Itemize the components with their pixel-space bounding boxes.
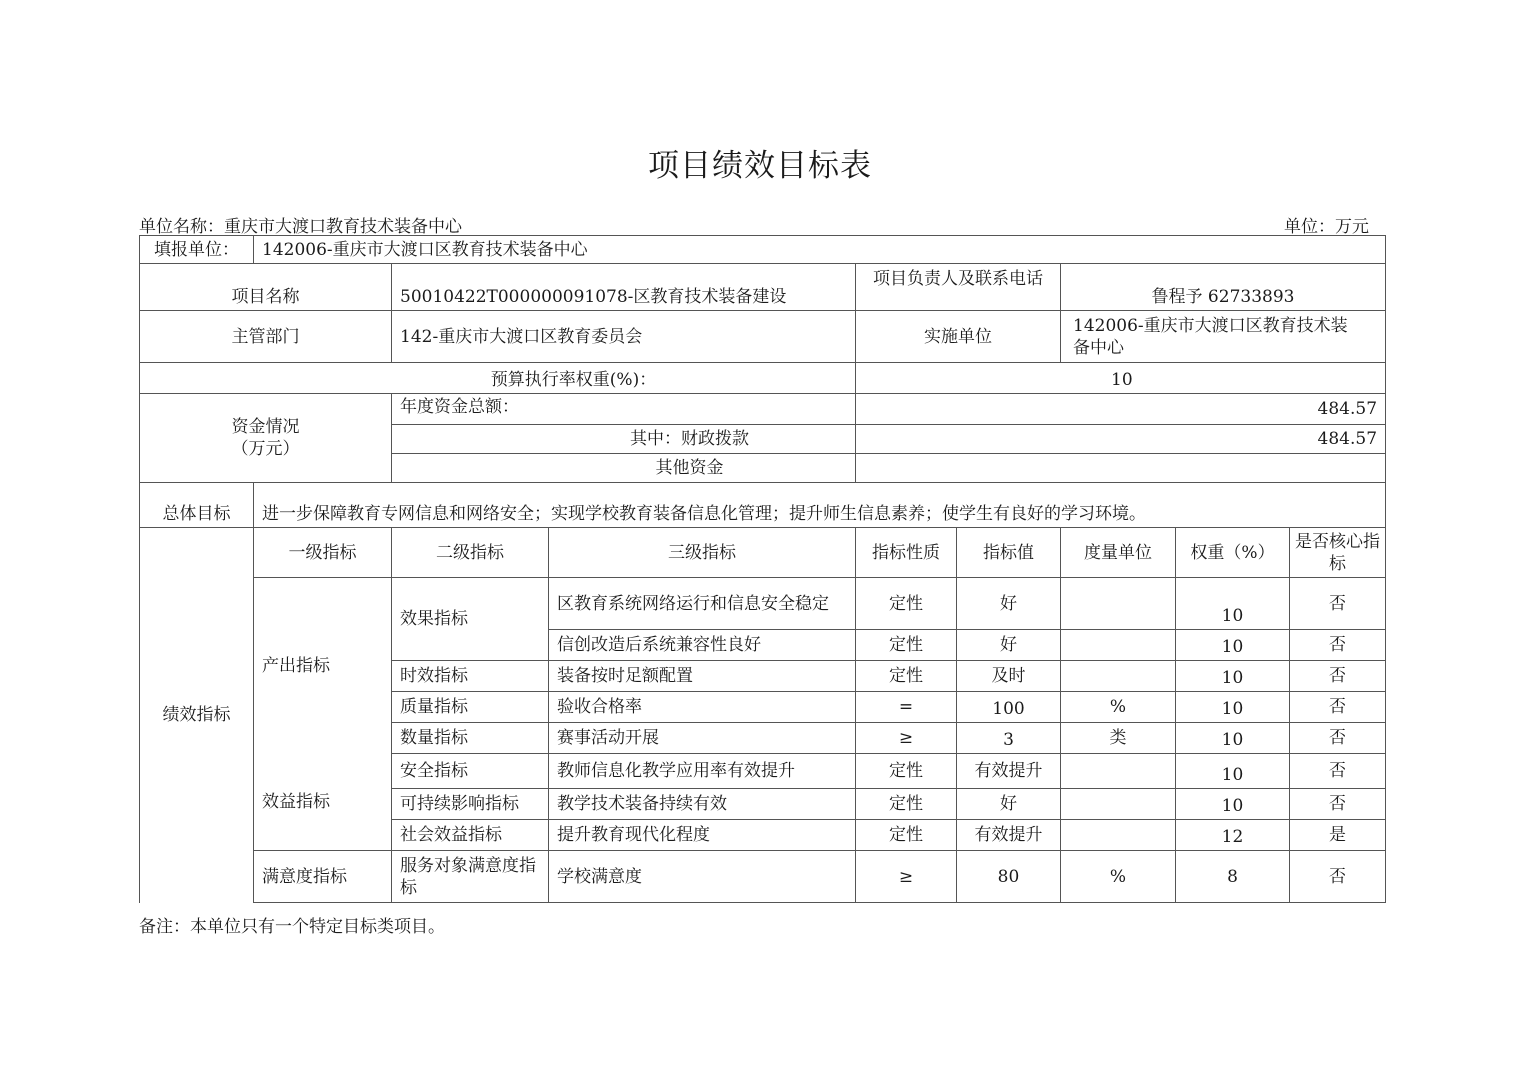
header-nature: 指标性质 [856,528,957,578]
nature-cell: 定性 [856,754,957,789]
core-cell: 否 [1290,723,1386,754]
weight-cell: 12 [1176,820,1290,851]
fiscal-value: 484.57 [856,425,1386,454]
footnote: 备注：本单位只有一个特定目标类项目。 [139,917,445,937]
budget-weight-label: 预算执行率权重(%)： [140,363,856,394]
overall-goal-value: 进一步保障教育专网信息和网络安全；实现学校教育装备信息化管理；提升师生信息素养；使学生有良好的学习环境。 [254,483,1386,528]
level2-cell: 社会效益指标 [392,820,549,851]
unit-cell [1061,754,1176,789]
core-cell: 否 [1290,789,1386,820]
weight-cell: 10 [1176,661,1290,692]
level1-output: 产出指标 [254,578,392,754]
header-core: 是否核心指标 [1290,528,1386,578]
unit-cell [1061,630,1176,661]
funds-label-line2: （万元） [231,439,300,459]
header-value: 指标值 [957,528,1061,578]
nature-cell: 定性 [856,661,957,692]
table-row [140,754,1386,789]
level2-cell: 数量指标 [392,723,549,754]
nature-cell: ≥ [856,851,957,903]
annual-total-label: 年度资金总额： [392,394,856,425]
performance-table [139,235,1386,903]
value-cell: 3 [957,723,1061,754]
page-title: 项目绩效目标表 [648,148,872,184]
indicator-header-row [140,528,1386,578]
value-cell: 好 [957,789,1061,820]
overall-goal-row [140,483,1386,528]
contact-value: 鲁程予 62733893 [1061,264,1386,311]
value-cell: 有效提升 [957,754,1061,789]
department-value: 142-重庆市大渡口区教育委员会 [392,311,856,363]
reporting-unit-value: 142006-重庆市大渡口区教育技术装备中心 [254,236,1386,264]
budget-weight-value: 10 [856,363,1386,394]
level2-cell: 效果指标 [392,578,549,661]
level3-cell: 学校满意度 [549,851,856,903]
level1-benefit: 效益指标 [254,754,392,851]
header-level2: 二级指标 [392,528,549,578]
contact-label: 项目负责人及联系电话 [856,264,1061,311]
core-cell: 否 [1290,851,1386,903]
level3-cell: 信创改造后系统兼容性良好 [549,630,856,661]
funds-label-line1: 资金情况 [231,417,300,437]
unit-cell [1061,820,1176,851]
level2-cell: 时效指标 [392,661,549,692]
core-cell: 否 [1290,754,1386,789]
weight-cell: 10 [1176,754,1290,789]
budget-weight-row [140,363,1386,394]
unit-cell: % [1061,851,1176,903]
project-name-label: 项目名称 [140,264,392,311]
unit-cell: % [1061,692,1176,723]
core-cell: 否 [1290,692,1386,723]
other-funds-value [856,454,1386,483]
level2-cell: 服务对象满意度指标 [392,851,549,903]
other-funds-label: 其他资金 [392,454,856,483]
weight-cell: 10 [1176,723,1290,754]
header-level1: 一级指标 [254,528,392,578]
value-cell: 100 [957,692,1061,723]
value-cell: 有效提升 [957,820,1061,851]
implementing-unit-label: 实施单位 [856,311,1061,363]
unit-name: 单位名称：重庆市大渡口教育技术装备中心 [139,217,462,237]
overall-goal-label: 总体目标 [140,483,254,528]
value-cell: 好 [957,630,1061,661]
annual-total-value: 484.57 [856,394,1386,425]
core-cell: 否 [1290,578,1386,630]
annual-total-row [140,394,1386,425]
header-weight: 权重（%） [1176,528,1290,578]
unit-cell [1061,578,1176,630]
department-row [140,311,1386,363]
table-row [140,578,1386,630]
unit-cell [1061,661,1176,692]
implementing-unit-value: 142006-重庆市大渡口区教育技术装 备中心 [1061,311,1386,363]
nature-cell: 定性 [856,789,957,820]
reporting-unit-label: 填报单位： [140,236,254,264]
level2-cell: 安全指标 [392,754,549,789]
unit-cell [1061,789,1176,820]
table-row [140,851,1386,903]
level3-cell: 装备按时足额配置 [549,661,856,692]
nature-cell: 定性 [856,820,957,851]
nature-cell: = [856,692,957,723]
nature-cell: 定性 [856,630,957,661]
funds-label [140,394,392,483]
core-cell: 否 [1290,630,1386,661]
level2-cell: 可持续影响指标 [392,789,549,820]
level3-cell: 验收合格率 [549,692,856,723]
level3-cell: 提升教育现代化程度 [549,820,856,851]
level3-cell: 赛事活动开展 [549,723,856,754]
nature-cell: ≥ [856,723,957,754]
unit-line [139,212,1369,237]
reporting-unit-row [140,236,1386,264]
value-cell: 及时 [957,661,1061,692]
performance-indicators-label: 绩效指标 [140,528,254,903]
currency-unit: 单位：万元 [1284,217,1369,237]
value-cell: 好 [957,578,1061,630]
project-name-value: 50010422T000000091078-区教育技术装备建设 [392,264,856,311]
weight-cell: 8 [1176,851,1290,903]
level1-satisfaction: 满意度指标 [254,851,392,903]
weight-cell: 10 [1176,789,1290,820]
weight-cell: 10 [1176,630,1290,661]
value-cell: 80 [957,851,1061,903]
header-level3: 三级指标 [549,528,856,578]
nature-cell: 定性 [856,578,957,630]
level2-cell: 质量指标 [392,692,549,723]
level3-cell: 教师信息化教学应用率有效提升 [549,754,856,789]
level3-cell: 教学技术装备持续有效 [549,789,856,820]
department-label: 主管部门 [140,311,392,363]
level3-cell: 区教育系统网络运行和信息安全稳定 [549,578,856,630]
project-name-row [140,264,1386,311]
weight-cell: 10 [1176,578,1290,630]
core-cell: 是 [1290,820,1386,851]
header-unit: 度量单位 [1061,528,1176,578]
core-cell: 否 [1290,661,1386,692]
unit-cell: 类 [1061,723,1176,754]
weight-cell: 10 [1176,692,1290,723]
fiscal-label: 其中：财政拨款 [392,425,856,454]
